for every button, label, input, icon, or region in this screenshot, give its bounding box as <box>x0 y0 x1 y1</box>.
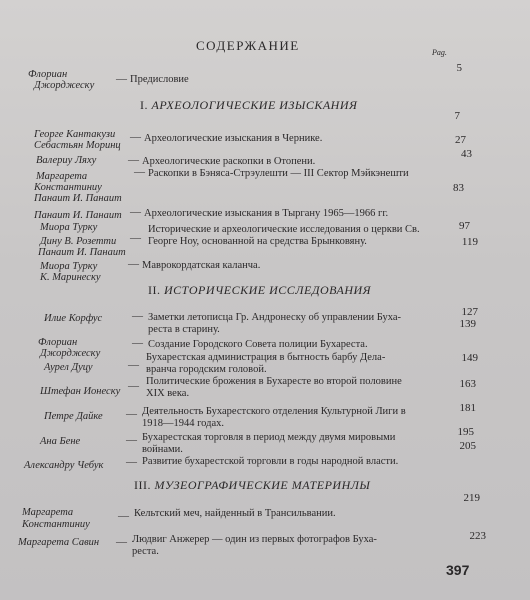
author-s1e3-2: Константиниу <box>34 182 102 193</box>
author-s1e1-1: Георге Кантакузи <box>34 129 116 140</box>
author-s2e2-1: Флориан <box>38 337 78 348</box>
contents-title: СОДЕРЖАНИЕ <box>196 38 300 53</box>
page-s2e3: 149 <box>461 352 478 364</box>
entry-s1e6-2: Георге Ноу, основанной на средства Брынковяну. <box>148 236 367 247</box>
entry-s2e4-1: Политические брожения в Бухаресте во второй половине <box>146 376 402 387</box>
dash: — <box>116 73 127 85</box>
entry-s2e3-2: вранча городским головой. <box>146 364 267 375</box>
dash: — <box>128 258 139 270</box>
section-1-title: АРХЕОЛОГИЧЕСКИЕ ИЗЫСКАНИЯ <box>151 98 358 112</box>
page-s3e1: 219 <box>463 492 480 504</box>
page-s2e4: 163 <box>459 378 476 390</box>
entry-s1e3: Раскопки в Бэнясa-Стрэулешти — III Сектор Мэйкэнешти <box>148 168 409 179</box>
dash: — <box>130 232 141 244</box>
page-s1e5: 83 <box>453 182 464 194</box>
page-s2e5: 181 <box>459 402 476 414</box>
author-s2e3: Аурел Дуцу <box>44 362 93 373</box>
entry-s1e2: Археологические раскопки в Отопени. <box>142 156 316 167</box>
author-s1e5-1: Панаит И. Панаит <box>34 210 122 221</box>
dash: — <box>130 206 141 218</box>
entry-s2e5-1: Деятельность Бухарестского отделения Культурной Лиги в <box>142 406 406 417</box>
pag-label: Pag. <box>432 48 447 57</box>
entry-s1e6-1: Исторические и археологические исследования о церкви Св. <box>148 224 420 235</box>
section-1-heading <box>140 98 357 113</box>
page-s1e7: 119 <box>461 236 478 248</box>
entry-s1e1: Археологические изыскания в Чернике. <box>144 133 323 144</box>
dash: — <box>116 536 127 548</box>
author-s1e2: Валериу Ляху <box>36 155 97 166</box>
author-s2e7: Александру Чебук <box>24 460 104 471</box>
author-s1e5-2: Миора Турку <box>40 222 98 233</box>
entry-s3e2-2: реста. <box>132 546 159 557</box>
author-s1e6-1: Дину В. Розетти <box>40 236 117 247</box>
author-s1e4: Панаит И. Панаит <box>34 193 122 204</box>
page-s2e1: 127 <box>461 306 478 318</box>
entry-s2e3-1: Бухарестская администрация в бытность барбу Дела- <box>146 352 386 363</box>
preface-author-1: Флориан <box>28 69 68 80</box>
section-3-heading <box>134 478 370 493</box>
section-2-heading <box>148 283 371 298</box>
page-s2e6: 195 <box>457 426 474 438</box>
author-s3e1-2: Константиниу <box>22 519 90 530</box>
page-s2e7: 205 <box>459 440 476 452</box>
entry-s2e2: Создание Городского Совета полиции Бухареста. <box>148 339 368 350</box>
section-2-title: ИСТОРИЧЕСКИЕ ИССЛЕДОВАНИЯ <box>164 283 372 297</box>
page-s1e6: 97 <box>459 220 470 232</box>
entry-s2e1-2: реста в старину. <box>148 324 220 335</box>
dash: — <box>130 131 141 143</box>
author-s3e1-1: Маргарета <box>22 507 74 518</box>
page-s1e1: 7 <box>454 110 460 122</box>
dash: — <box>126 456 137 468</box>
author-s1e6-2: Панаит И. Панаит <box>38 247 126 258</box>
dash: — <box>128 359 139 371</box>
author-s1e7-1: Миора Турку <box>40 261 98 272</box>
dash: — <box>126 408 137 420</box>
preface-title: Предисловие <box>130 74 189 85</box>
dash: — <box>132 337 143 349</box>
section-1-number: I. <box>140 98 148 112</box>
author-s2e4: Штефан Ионеску <box>40 386 121 397</box>
section-3-number: III. <box>134 478 151 492</box>
author-s1e7-2: К. Маринеску <box>40 272 101 283</box>
preface-author-2: Джорджеску <box>34 80 95 91</box>
dash: — <box>132 310 143 322</box>
author-s2e2-2: Джорджеску <box>40 348 101 359</box>
section-2-number: II. <box>148 283 161 297</box>
author-s2e5: Петре Дайке <box>44 411 103 422</box>
page-s1e2: 27 <box>455 134 466 146</box>
author-s2e6: Ана Бене <box>40 436 81 447</box>
entry-s3e2-1: Людвиг Анжерер — один из первых фотографов Буха- <box>132 534 377 545</box>
page-s3e2: 223 <box>469 530 486 542</box>
dash: — <box>128 380 139 392</box>
author-s3e2: Маргарета Савин <box>18 537 100 548</box>
dash: — <box>118 510 129 522</box>
author-s1e3-1: Маргарета <box>36 171 88 182</box>
dash: — <box>134 166 145 178</box>
dash: — <box>126 434 137 446</box>
page-s2e2: 139 <box>459 318 476 330</box>
author-s2e1: Илие Корфус <box>44 313 103 324</box>
entry-s2e7: Развитие бухарестской торговли в годы народной власти. <box>142 456 399 467</box>
dash: — <box>128 154 139 166</box>
author-s1e1-2: Себастьян Моринц <box>34 140 121 151</box>
section-3-title: МУЗЕОГРАФИЧЕСКИЕ МАТЕРИНЛЫ <box>154 478 371 492</box>
entry-s2e6-1: Бухарестская торговля в период между двумя мировыми <box>142 432 396 443</box>
entry-s2e5-2: 1918—1944 годах. <box>142 418 224 429</box>
page-number: 397 <box>446 562 470 578</box>
preface-page: 5 <box>456 62 462 74</box>
entry-s1e7: Маврокордатская каланча. <box>142 260 261 271</box>
entry-s2e4-2: XIX века. <box>146 388 190 399</box>
page-s1e3: 43 <box>461 148 472 160</box>
entry-s3e1: Кельтский меч, найденный в Трансильвании. <box>134 508 336 519</box>
entry-s2e6-2: войнами. <box>142 444 183 455</box>
entry-s2e1-1: Заметки летописца Гр. Андронеску об управлении Буха- <box>148 312 402 323</box>
entry-s1e5: Археологические изыскания в Тыргану 1965—1966 гг. <box>144 208 389 219</box>
